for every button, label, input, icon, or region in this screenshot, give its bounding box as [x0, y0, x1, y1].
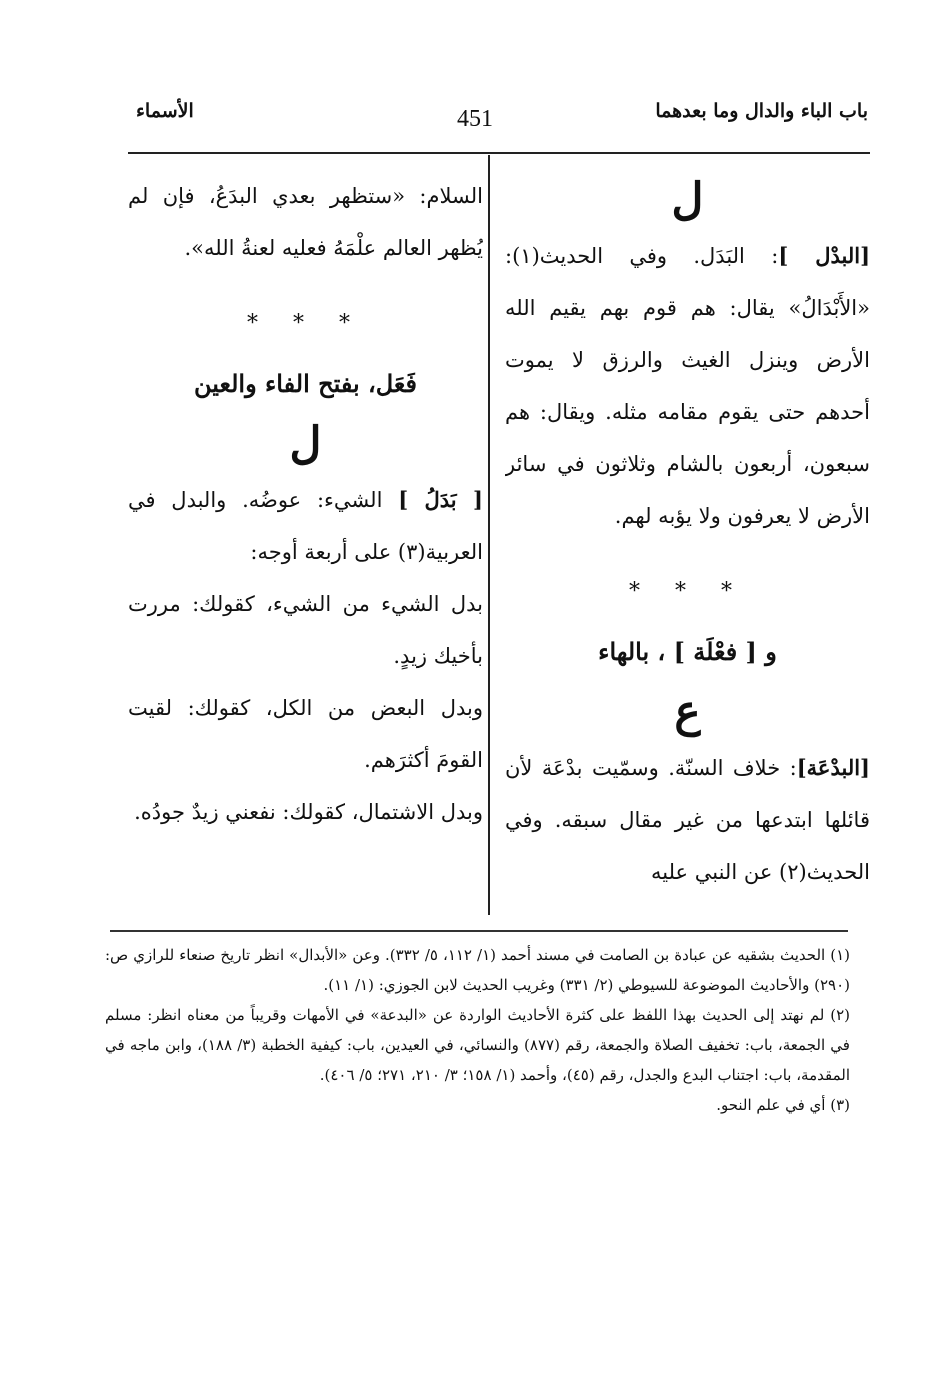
hadith-continuation: السلام: «ستظهر بعدي البدَعُ، فإن لم يُظهر العالم علْمَهُ فعليه لعنةُ الله».: [128, 184, 483, 260]
section-heading-faal: فَعَل، بفتح الفاء والعين: [194, 369, 417, 398]
entry-bidaa: [505, 742, 870, 898]
section-heading-fala: و [ فعْلَة ] ، بالهاء: [598, 637, 777, 666]
column-divider: [488, 155, 490, 915]
footnote-1: (١) الحديث بشقيه عن عبادة بن الصامت في مسند أحمد (١/ ١١٢، ٥/ ٣٣٢). وعن «الأبدال» انظر تاريخ صنعاء للرازي ص: (٢٩٠) والأحاديث الموضوعة للسيوطي (٢/ ٣٣١) وغريب الحديث لابن الجوزي: (١/ ١١).: [105, 946, 850, 994]
right-column: [505, 170, 870, 910]
footnote-3: (٣) أي في علم النحو.: [716, 1096, 850, 1114]
section-separator: * * *: [247, 311, 364, 336]
entry-badl-text: : البَدَل. وفي الحديث(١): «الأَبْدَالُ» يقال: هم قوم بهم يقيم الله الأرض وينزل الغيث والرزق لا يموت أحدهم حتى يقوم مقامه مثله. ويقال: هم سبعون، أربعون بالشام وثلاثون في سائر الأرض لا يعرفون ولا يؤبه لهم.: [505, 244, 870, 528]
footnote-rule: [110, 930, 848, 932]
letter-ain-heading: ع: [674, 686, 701, 737]
header-rule: [128, 152, 870, 154]
entry-badal-term: [ بَدَلُ ]: [398, 487, 483, 512]
badal-type-3: وبدل الاشتمال، كقولك: نفعني زيدٌ جودُه.: [134, 800, 483, 824]
letter-lam-heading: ل: [671, 174, 704, 225]
section-separator: * * *: [629, 579, 746, 604]
entry-badal-text: الشيء: عوضُه. والبدل في العربية(٣) على أربعة أوجه:: [128, 488, 483, 564]
entry-bidaa-term: [البدْعَة]: [796, 755, 870, 780]
badal-type-1: بدل الشيء من الشيء، كقولك: مررت بأخيك زيدٍ.: [128, 592, 483, 668]
entry-badl-term: [البدْل ]: [778, 243, 870, 268]
badal-type-2: وبدل البعض من الكل، كقولك: لقيت القومَ أكثرَهم.: [128, 696, 483, 772]
left-column: [128, 170, 483, 910]
running-header-section: الأسماء: [136, 100, 194, 122]
running-header-chapter: باب الباء والدال وما بعدهما: [655, 100, 868, 122]
entry-badal: [128, 474, 483, 578]
entry-bidaa-text: : خلاف السنّة. وسمّيت بدْعَة لأن قائلها ابتدعها من غير مقال سبقه. وفي الحديث(٢) عن النبي عليه: [505, 756, 870, 884]
entry-badl: [505, 230, 870, 542]
footnote-2: (٢) لم نهتد إلى الحديث بهذا اللفظ على كثرة الأحاديث الواردة عن «البدعة» في الأمهات وقريباً من معناه انظر: مسلم في الجمعة، باب: تخفيف الصلاة والجمعة، رقم (٨٧٧) والنسائي، في العيدين، باب: كيفية الخطبة (٣/ ١٨٨)، وابن ماجه في المقدمة، باب: اجتناب البدع والجدل، رقم (٤٥)، وأحمد (١/ ١٥٨؛ ٣/ ٢١٠، ٢٧١؛ ٥/ ٤٠٦).: [105, 1006, 850, 1084]
footnotes: [105, 940, 850, 1120]
letter-lam-heading: ل: [289, 418, 322, 469]
page-number: 451: [457, 106, 493, 132]
